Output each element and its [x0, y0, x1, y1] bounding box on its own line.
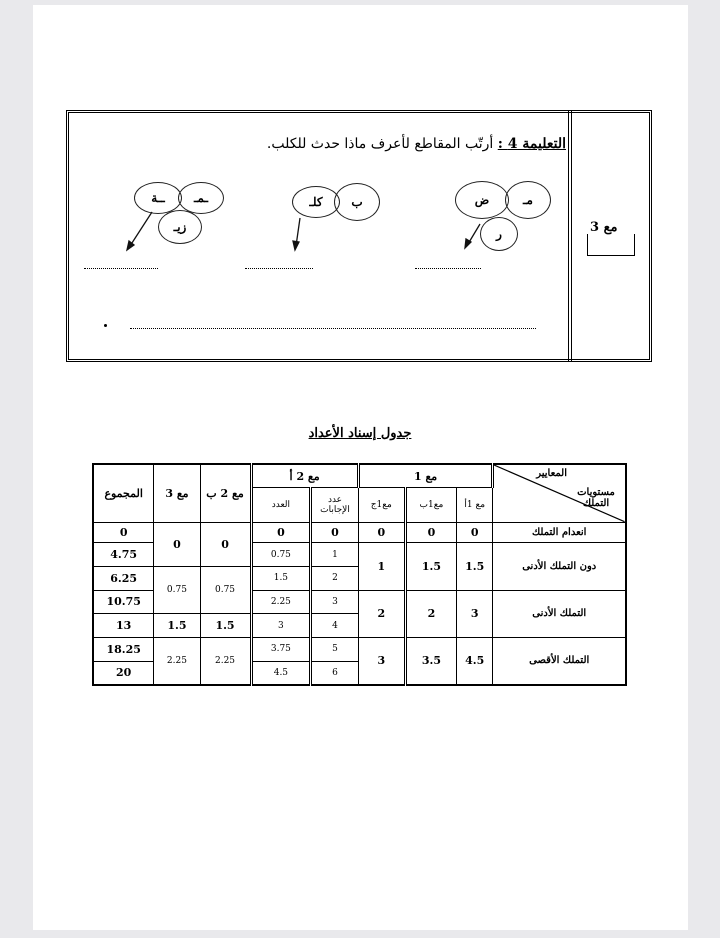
syllable-bubble[interactable]: ر	[480, 217, 518, 251]
cell: 1.5	[251, 566, 311, 590]
syllable-bubble[interactable]: ض	[455, 181, 509, 219]
header-m1b: مع1ب	[405, 488, 456, 522]
cell: 2.25	[154, 637, 200, 685]
cell: 4	[311, 614, 358, 638]
cell: 4.75	[93, 543, 154, 567]
cell: 2.25	[200, 637, 251, 685]
cell: 2	[358, 590, 405, 637]
header-m2a: مع 2 أ	[251, 464, 358, 488]
cell: 18.25	[93, 637, 154, 661]
header-total: المجموع	[93, 464, 154, 522]
cell: 3.75	[251, 637, 311, 661]
cell: 10.75	[93, 590, 154, 614]
cell: 2	[405, 590, 456, 637]
syllable-bubble[interactable]: ـمـ	[178, 182, 224, 214]
cell: 3.5	[405, 637, 456, 685]
table-title: جدول إسناد الأعداد	[308, 426, 412, 441]
grading-table	[92, 463, 627, 686]
instruction-number: التعليمة 4 :	[497, 136, 566, 152]
cell: 0	[405, 522, 456, 542]
header-m1: مع 1	[358, 464, 493, 488]
syllable-bubble[interactable]: ب	[334, 183, 380, 221]
cell: 3	[251, 614, 311, 638]
cell: 0.75	[154, 566, 200, 613]
header-number: العدد	[251, 488, 311, 522]
instruction-text: أرتّب المقاطع لأعرف ماذا حدث للكلب.	[266, 136, 494, 152]
cell: 0	[93, 522, 154, 542]
cell: 6.25	[93, 566, 154, 590]
cell: 0	[154, 522, 200, 566]
instruction	[267, 136, 566, 152]
cell: 3	[457, 590, 493, 637]
cell: 0	[311, 522, 358, 542]
header-m2b: مع 2 ب	[200, 464, 251, 522]
cell: 0.75	[200, 566, 251, 613]
cell: 3	[311, 590, 358, 614]
syllable-bubble[interactable]: كلـ	[292, 186, 340, 218]
cell: 6	[311, 661, 358, 685]
level-below-min: دون التملك الأدنى	[493, 543, 626, 590]
answer-line[interactable]	[245, 268, 313, 269]
level-max: التملك الأقصى	[493, 637, 626, 685]
criterion-column-divider	[568, 110, 572, 362]
answer-line[interactable]	[415, 268, 481, 269]
cell: 1.5	[200, 614, 251, 638]
period-dot	[104, 324, 107, 327]
criterion-label: مع 3	[590, 220, 618, 235]
sentence-line[interactable]	[130, 328, 536, 329]
criteria-label: المعايير	[536, 468, 567, 479]
cell: 1.5	[457, 543, 493, 590]
syllable-bubble[interactable]: زيـ	[158, 210, 202, 244]
cell: 20	[93, 661, 154, 685]
answer-line[interactable]	[84, 268, 158, 269]
levels-label: مستويات التملك	[577, 487, 615, 509]
score-box[interactable]	[587, 234, 635, 256]
cell: 4.5	[251, 661, 311, 685]
cell: 2	[311, 566, 358, 590]
cell: 1.5	[405, 543, 456, 590]
cell: 5	[311, 637, 358, 661]
cell: 3	[358, 637, 405, 685]
cell: 13	[93, 614, 154, 638]
level-min: التملك الأدنى	[493, 590, 626, 637]
cell: 0	[358, 522, 405, 542]
cell: 1	[358, 543, 405, 590]
syllable-bubble[interactable]: مـ	[505, 181, 551, 219]
cell: 2.25	[251, 590, 311, 614]
level-none: انعدام التملك	[493, 522, 626, 542]
header-m3: مع 3	[154, 464, 200, 522]
cell: 0	[251, 522, 311, 542]
header-answers: عدد الإجابات	[311, 488, 358, 522]
corner-header	[493, 464, 626, 522]
header-m1a: مع 1أ	[457, 488, 493, 522]
syllable-bubble[interactable]: ــة	[134, 182, 182, 214]
cell: 0	[457, 522, 493, 542]
cell: 4.5	[457, 637, 493, 685]
cell: 0	[200, 522, 251, 566]
cell: 1.5	[154, 614, 200, 638]
cell: 1	[311, 543, 358, 567]
cell: 0.75	[251, 543, 311, 567]
header-m1c: مع1ج	[358, 488, 405, 522]
